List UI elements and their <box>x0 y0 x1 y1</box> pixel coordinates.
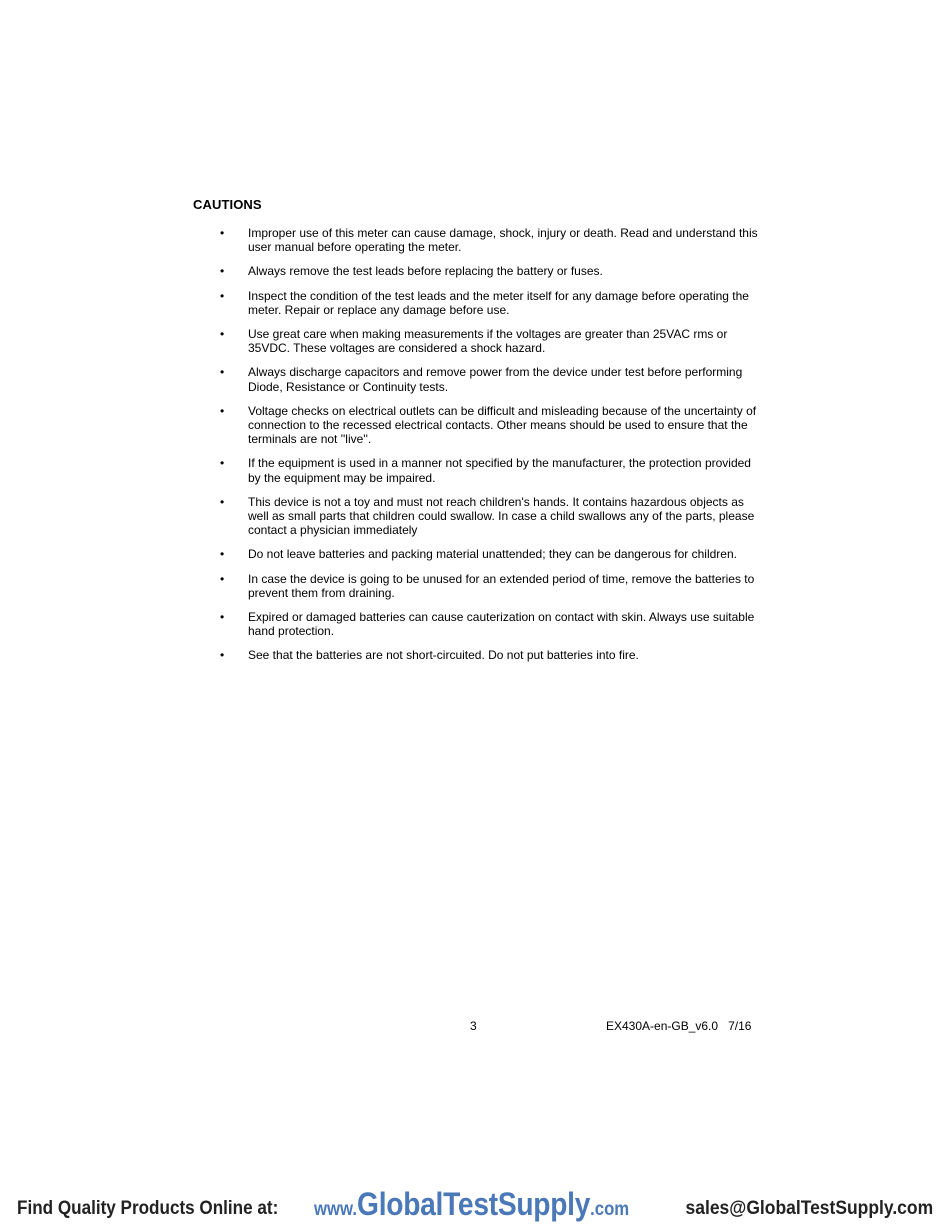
document-code: EX430A-en-GB_v6.0 7/16 <box>606 1019 752 1033</box>
url-prefix: www. <box>314 1199 358 1220</box>
cautions-list <box>220 226 760 673</box>
list-item <box>220 327 760 355</box>
bullet-icon: • <box>220 264 225 279</box>
caution-text: In case the device is going to be unused for an extended period of time, remove the batteries to prevent them from draining. <box>248 571 755 600</box>
list-item <box>220 226 760 254</box>
list-item <box>220 404 760 447</box>
bullet-icon: • <box>220 456 225 471</box>
url-domain: GlobalTestSupply <box>357 1186 591 1222</box>
bullet-icon: • <box>220 610 225 625</box>
caution-text: Use great care when making measurements if the voltages are greater than 25VAC rms or 35VDC. These voltages are considered a shock hazard. <box>248 327 728 356</box>
footer-banner <box>0 1186 950 1226</box>
website-link[interactable] <box>314 1186 629 1223</box>
list-item <box>220 648 760 662</box>
bullet-icon: • <box>220 327 225 342</box>
bullet-icon: • <box>220 547 225 562</box>
list-item <box>220 572 760 600</box>
banner-tagline: Find Quality Products Online at: <box>17 1198 279 1219</box>
caution-text: This device is not a toy and must not reach children's hands. It contains hazardous objects as well as small parts that children could swallow. In case a child swallows any of the parts, please contact a physician immediately <box>248 494 755 538</box>
bullet-icon: • <box>220 648 225 663</box>
section-heading: CAUTIONS <box>193 197 262 212</box>
caution-text: Voltage checks on electrical outlets can be difficult and misleading because of the uncertainty of connection to the recessed electrical contacts. Other means should be used to ensure that the terminals are not ''live''. <box>248 403 757 447</box>
bullet-icon: • <box>220 365 225 380</box>
caution-text: Inspect the condition of the test leads and the meter itself for any damage before operating the meter. Repair or replace any damage before use. <box>248 288 749 317</box>
caution-text: Expired or damaged batteries can cause cauterization on contact with skin. Always use suitable hand protection. <box>248 610 755 639</box>
bullet-icon: • <box>220 403 225 418</box>
list-item <box>220 495 760 538</box>
caution-text: If the equipment is used in a manner not specified by the manufacturer, the protection provided by the equipment may be impaired. <box>248 456 751 485</box>
page-number: 3 <box>470 1019 477 1033</box>
caution-text: Improper use of this meter can cause damage, shock, injury or death. Read and understand this user manual before operating the meter. <box>248 226 758 255</box>
email-link[interactable]: sales@GlobalTestSupply.com <box>685 1198 933 1219</box>
bullet-icon: • <box>220 494 225 509</box>
list-item <box>220 264 760 278</box>
list-item <box>220 456 760 484</box>
bullet-icon: • <box>220 288 225 303</box>
caution-text: Do not leave batteries and packing material unattended; they can be dangerous for children. <box>248 547 737 562</box>
bullet-icon: • <box>220 226 225 240</box>
bullet-icon: • <box>220 571 225 586</box>
url-suffix: .com <box>590 1199 630 1220</box>
list-item <box>220 365 760 393</box>
list-item <box>220 547 760 561</box>
caution-text: See that the batteries are not short-circuited. Do not put batteries into fire. <box>248 648 639 663</box>
caution-text: Always remove the test leads before replacing the battery or fuses. <box>248 264 603 279</box>
list-item <box>220 289 760 317</box>
caution-text: Always discharge capacitors and remove power from the device under test before performing Diode, Resistance or Continuity tests. <box>248 365 743 394</box>
list-item <box>220 610 760 638</box>
